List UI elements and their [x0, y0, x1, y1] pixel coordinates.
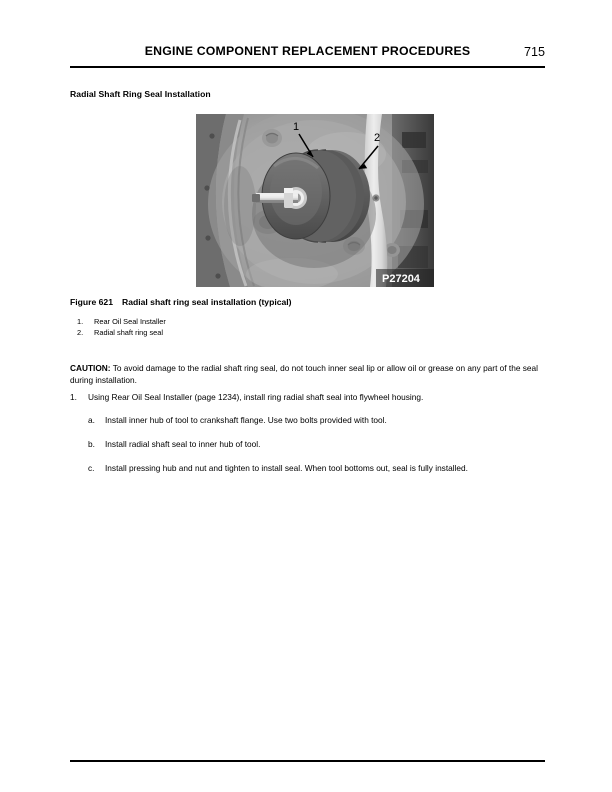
substep-letter: c.	[88, 462, 95, 473]
figure-photograph	[196, 114, 434, 287]
section-heading: Radial Shaft Ring Seal Installation	[70, 89, 211, 99]
page-header-title: ENGINE COMPONENT REPLACEMENT PROCEDURES	[144, 44, 471, 58]
flywheel-housing-photo-graphic	[196, 114, 434, 287]
procedure-step-list	[70, 392, 560, 416]
figure-caption	[70, 297, 292, 307]
list-item	[88, 463, 558, 475]
substep-text: Install pressing hub and nut and tighten to install seal. When tool bottoms out, seal is fully installed.	[105, 462, 468, 473]
procedure-substep-list	[88, 415, 558, 486]
svg-text:1: 1	[293, 121, 300, 133]
caution-note	[70, 363, 547, 386]
caution-text: To avoid damage to the radial shaft ring seal, do not touch inner seal lip or allow oil or grease on any part of the seal during installation.	[70, 363, 538, 385]
list-item	[77, 327, 377, 338]
list-item	[88, 415, 558, 427]
svg-text:2: 2	[374, 132, 381, 144]
substep-letter: b.	[88, 438, 95, 449]
list-item	[77, 316, 377, 327]
legend-label: Rear Oil Seal Installer	[94, 317, 166, 326]
substep-letter: a.	[88, 415, 95, 425]
caution-label: CAUTION:	[70, 363, 111, 373]
footer-divider-rule	[70, 760, 545, 762]
legend-number: 2.	[77, 328, 84, 338]
step-text: Using Rear Oil Seal Installer (page 1234), install ring radial shaft seal into flywheel housing.	[88, 392, 424, 402]
list-item	[70, 392, 560, 404]
figure-caption-text: Radial shaft ring seal installation (typical)	[122, 297, 292, 307]
figure-legend	[77, 316, 377, 338]
legend-label: Radial shaft ring seal	[94, 328, 164, 338]
step-number: 1.	[70, 392, 77, 402]
figure-number: Figure 621	[70, 297, 113, 307]
photo-id-label: P27204	[382, 273, 420, 285]
page-number: 715	[523, 45, 545, 59]
substep-text: Install radial shaft seal to inner hub of tool.	[105, 438, 261, 449]
list-item	[88, 439, 558, 451]
header-divider-rule	[70, 66, 545, 68]
substep-text: Install inner hub of tool to crankshaft flange. Use two bolts provided with tool.	[105, 415, 387, 425]
legend-number: 1.	[77, 317, 84, 326]
